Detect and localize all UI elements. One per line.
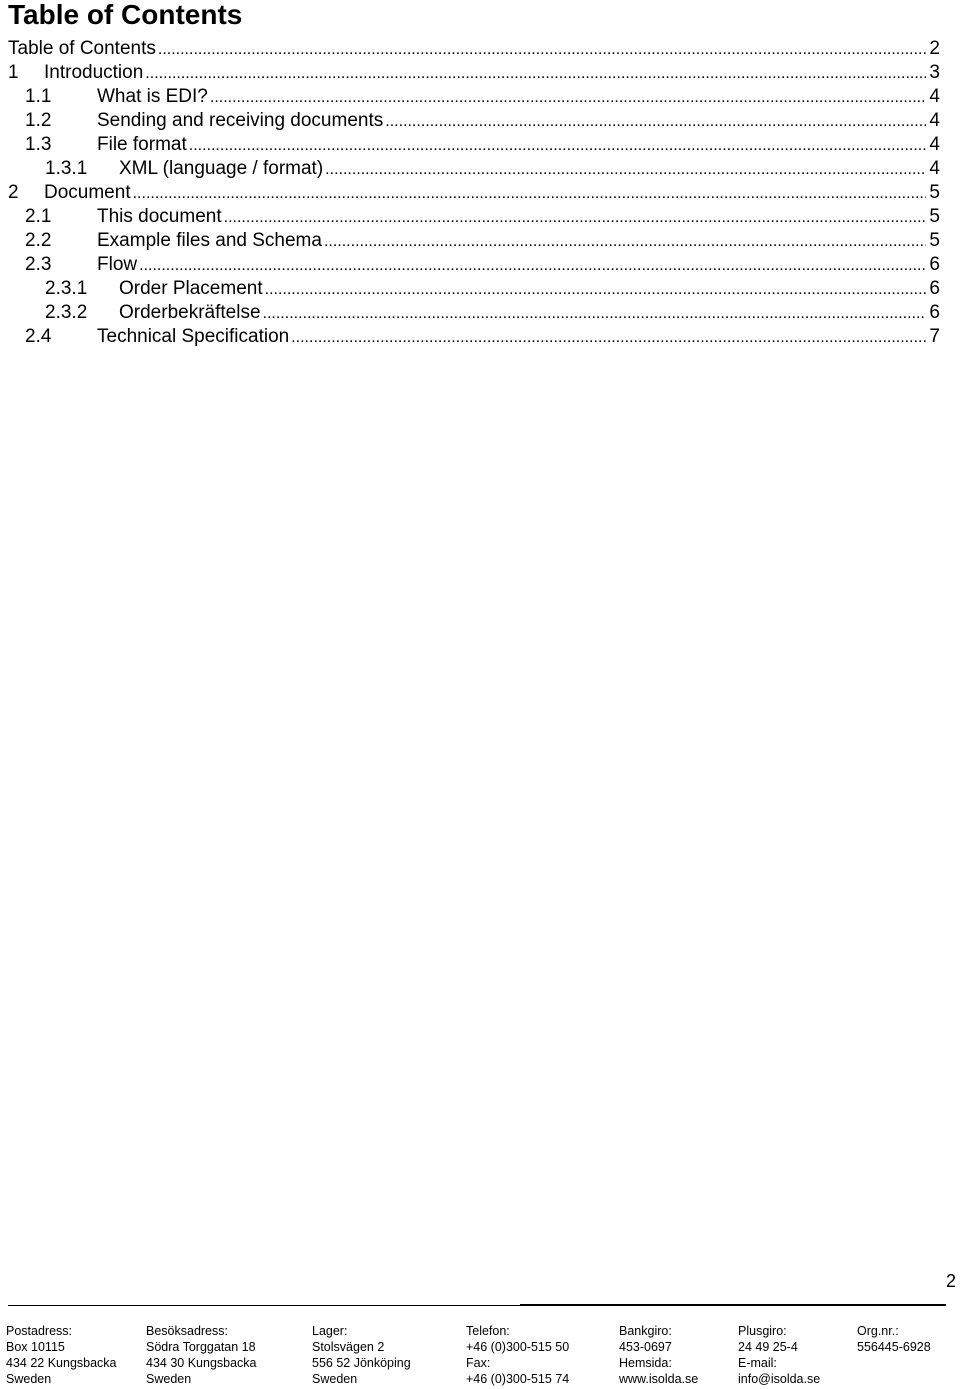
- toc-list: [8, 37, 940, 349]
- toc-entry[interactable]: [8, 325, 940, 349]
- footer-postal-address: [6, 1323, 117, 1387]
- footer-line: 24 49 25-4: [738, 1340, 798, 1354]
- toc-entry[interactable]: [8, 229, 940, 253]
- footer-org-number: [857, 1323, 931, 1355]
- toc-entry-number: 2.1: [25, 206, 52, 227]
- toc-entry-page: 6: [929, 278, 940, 299]
- toc-entry[interactable]: [8, 133, 940, 157]
- footer-website-link[interactable]: www.isolda.se: [619, 1372, 699, 1386]
- footer-visiting-address: [146, 1323, 257, 1387]
- toc-entry-number: 1.2: [25, 110, 52, 131]
- toc-entry-page: 6: [929, 254, 940, 275]
- toc-entry-page: 7: [929, 326, 940, 347]
- toc-entry-number: 2.3.2: [45, 302, 88, 323]
- toc-leader-dots: [224, 206, 926, 230]
- footer-line: 434 30 Kungsbacka: [146, 1356, 257, 1370]
- footer-plusgiro: [738, 1323, 820, 1387]
- toc-leader-dots: [265, 278, 926, 302]
- footer-line: Fax:: [466, 1356, 491, 1370]
- toc-leader-dots: [158, 38, 926, 62]
- toc-title: Table of Contents: [8, 0, 243, 30]
- toc-entry-page: 4: [929, 86, 940, 107]
- toc-entry[interactable]: [8, 205, 940, 229]
- footer-line: Södra Torggatan 18: [146, 1340, 256, 1354]
- footer-heading: Besöksadress:: [146, 1324, 228, 1338]
- footer-line: 434 22 Kungsbacka: [6, 1356, 117, 1370]
- toc-entry-page: 4: [929, 110, 940, 131]
- footer-line: Stolsvägen 2: [312, 1340, 385, 1354]
- toc-entry-page: 4: [929, 134, 940, 155]
- toc-entry[interactable]: [8, 109, 940, 133]
- toc-entry-page: 3: [929, 62, 940, 83]
- footer-line: Sweden: [6, 1372, 52, 1386]
- toc-entry-number: 2.3.1: [45, 278, 88, 299]
- footer-line: 453-0697: [619, 1340, 672, 1354]
- footer-heading: Postadress:: [6, 1324, 73, 1338]
- toc-entry-number: 2.3: [25, 254, 52, 275]
- toc-entry-label: Order Placement: [119, 278, 263, 299]
- toc-leader-dots: [139, 254, 926, 278]
- toc-entry-label: Flow: [97, 254, 138, 275]
- footer-bankgiro: [619, 1323, 698, 1387]
- toc-entry-page: 5: [929, 230, 940, 251]
- footer-divider-accent: [520, 1304, 946, 1306]
- footer-heading: Plusgiro:: [738, 1324, 787, 1338]
- footer-line: +46 (0)300-515 50: [466, 1340, 570, 1354]
- toc-entry-label: Introduction: [44, 62, 144, 83]
- toc-entry-number: 2: [8, 182, 19, 203]
- toc-entry-number: 1.3.1: [45, 158, 88, 179]
- toc-leader-dots: [324, 230, 926, 254]
- toc-entry-label: Technical Specification: [97, 326, 290, 347]
- footer-heading: Org.nr.:: [857, 1324, 899, 1338]
- toc-entry-page: 4: [929, 158, 940, 179]
- footer-line: Sweden: [312, 1372, 358, 1386]
- toc-entry-page: 5: [929, 206, 940, 227]
- toc-leader-dots: [325, 158, 926, 182]
- toc-entry-label: Orderbekräftelse: [119, 302, 261, 323]
- footer-line: +46 (0)300-515 74: [466, 1372, 570, 1386]
- footer-heading: Bankgiro:: [619, 1324, 672, 1338]
- toc-entry[interactable]: [8, 37, 940, 61]
- toc-leader-dots: [291, 326, 926, 350]
- toc-entry-page: 2: [929, 38, 940, 59]
- toc-entry[interactable]: [8, 301, 940, 325]
- toc-entry[interactable]: [8, 277, 940, 301]
- toc-entry[interactable]: [8, 61, 940, 85]
- toc-entry-label: Sending and receiving documents: [97, 110, 384, 131]
- toc-entry-page: 5: [929, 182, 940, 203]
- footer-warehouse: [312, 1323, 411, 1387]
- footer-heading: Lager:: [312, 1324, 348, 1338]
- footer-line: 556445-6928: [857, 1340, 931, 1354]
- toc-leader-dots: [133, 182, 926, 206]
- toc-entry-page: 6: [929, 302, 940, 323]
- page-number: 2: [945, 1271, 956, 1291]
- toc-entry-label: Document: [44, 182, 131, 203]
- footer-line: 556 52 Jönköping: [312, 1356, 411, 1370]
- toc-entry-label: Table of Contents: [8, 38, 156, 59]
- toc-entry-number: 1.3: [25, 134, 52, 155]
- toc-leader-dots: [385, 110, 926, 134]
- toc-leader-dots: [189, 134, 926, 158]
- toc-entry-label: This document: [97, 206, 222, 227]
- footer-heading: Telefon:: [466, 1324, 510, 1338]
- footer-line: E-mail:: [738, 1356, 777, 1370]
- toc-entry-number: 2.2: [25, 230, 52, 251]
- toc-entry[interactable]: [8, 157, 940, 181]
- footer-email-link[interactable]: info@isolda.se: [738, 1372, 821, 1386]
- footer-phone: [466, 1323, 569, 1387]
- toc-leader-dots: [145, 62, 926, 86]
- toc-entry[interactable]: [8, 253, 940, 277]
- toc-entry[interactable]: [8, 85, 940, 109]
- toc-entry-label: XML (language / format): [119, 158, 324, 179]
- toc-entry-label: File format: [97, 134, 187, 155]
- toc-leader-dots: [263, 302, 926, 326]
- toc-entry-label: Example files and Schema: [97, 230, 322, 251]
- footer-line: Box 10115: [6, 1340, 65, 1354]
- toc-entry-label: What is EDI?: [97, 86, 208, 107]
- toc-entry[interactable]: [8, 181, 940, 205]
- toc-entry-number: 1.1: [25, 86, 52, 107]
- toc-leader-dots: [210, 86, 926, 110]
- toc-entry-number: 1: [8, 62, 19, 83]
- toc-entry-number: 2.4: [25, 326, 52, 347]
- footer-line: Sweden: [146, 1372, 192, 1386]
- footer-line: Hemsida:: [619, 1356, 672, 1370]
